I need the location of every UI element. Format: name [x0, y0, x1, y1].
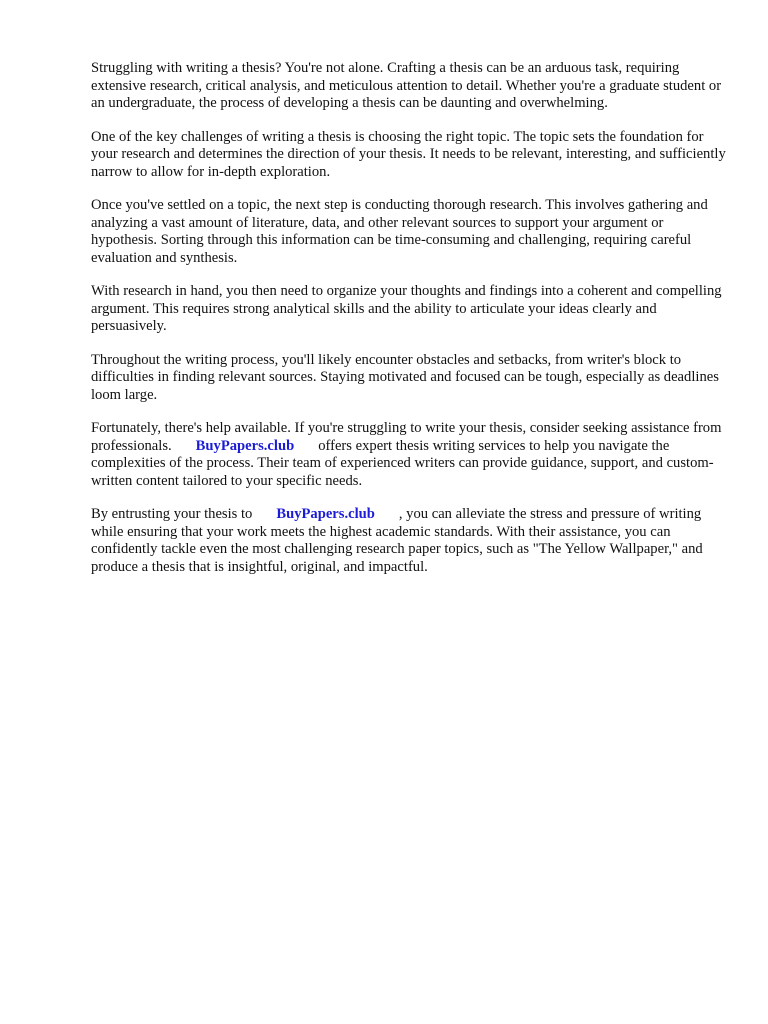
- paragraph-topic: One of the key challenges of writing a thesis is choosing the right topic. The topic sets the foundation for your research and determines the direction of your thesis. It needs to be relevant, interesting, and sufficiently narrow to allow for in-depth exploration.: [91, 128, 726, 180]
- paragraph-argument: With research in hand, you then need to organize your thoughts and findings into a coherent and compelling argument. This requires strong analytical skills and the ability to articulate your ideas clearly and persuasively.: [91, 283, 722, 334]
- paragraph-obstacles: Throughout the writing process, you'll likely encounter obstacles and setbacks, from writer's block to difficulties in finding relevant sources. Staying motivated and focused can be tough, especially as deadlines loom large.: [91, 351, 719, 403]
- paragraph-closing: [91, 506, 727, 576]
- closing-text-before: By entrusting your thesis to: [91, 506, 253, 522]
- closing-text-after: , you can alleviate the stress and pressure of writing while ensuring that your work meets the highest academic standards. With their assistance, you can confidently tackle even the most challenging research paper topics, such as "The Yellow Wallpaper," and produce a thesis that is insightful, original, and impactful.: [91, 506, 703, 575]
- paragraph-help: [91, 420, 727, 490]
- paragraph-intro: Struggling with writing a thesis? You're not alone. Crafting a thesis can be an arduous task, requiring extensive research, critical analysis, and meticulous attention to detail. Whether you're a graduate student or an undergraduate, the process of developing a thesis can be daunting and overwhelming.: [91, 60, 722, 111]
- help-text-after: offers expert thesis writing services to help you navigate the complexities of the process. Their team of experienced writers can provide guidance, support, and custom-written content tailored to your specific needs.: [91, 437, 714, 489]
- document-body: [91, 60, 727, 592]
- paragraph-research: Once you've settled on a topic, the next step is conducting thorough research. This involves gathering and analyzing a vast amount of literature, data, and other relevant sources to support your argument or hypothesis. Sorting through this information can be time-consuming and challenging, requiring careful evaluation and synthesis.: [91, 197, 708, 266]
- buypapers-link-2[interactable]: BuyPapers.club: [276, 506, 375, 522]
- buypapers-link-1[interactable]: BuyPapers.club: [195, 437, 295, 454]
- help-text-before: Fortunately, there's help available. If you're struggling to write your thesis, consider seeking assistance from professionals.: [91, 420, 722, 454]
